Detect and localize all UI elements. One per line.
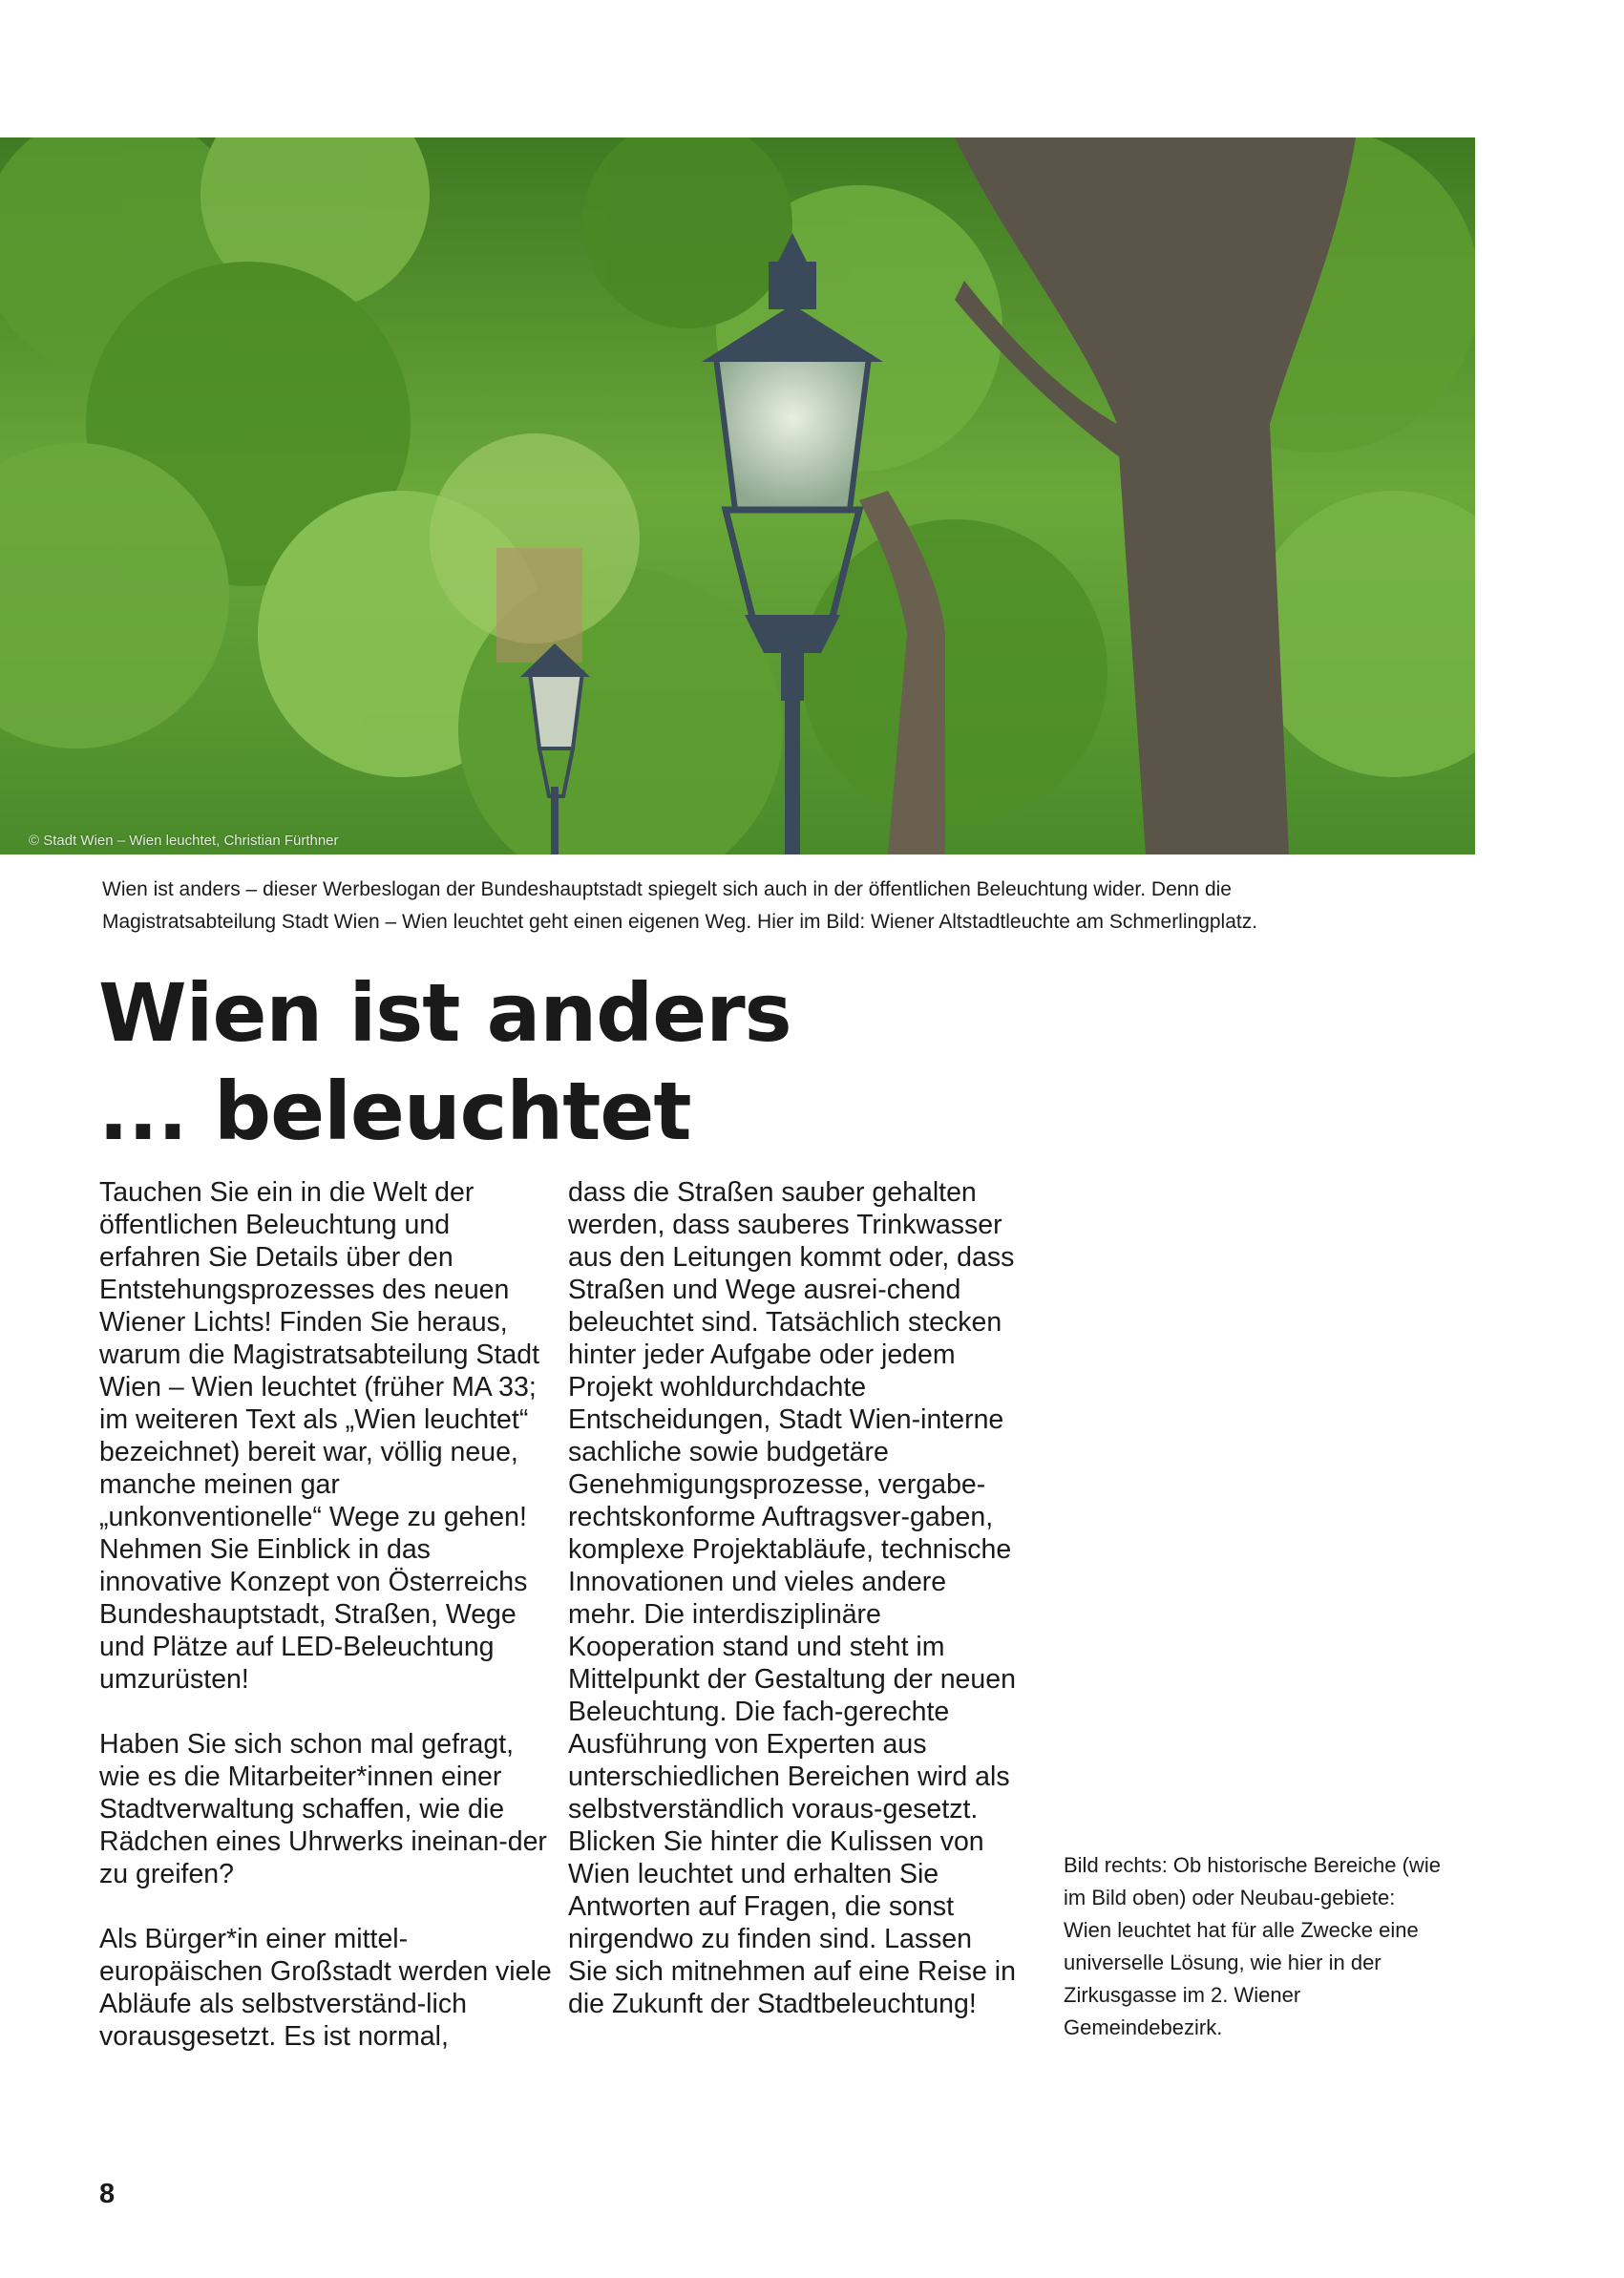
- photo-caption-line: Magistratsabteilung Stadt Wien – Wien leuchtet geht einen eigenen Weg. Hier im Bild: Wiener Altstadtleuchte am Schmerlingplatz.: [102, 911, 1258, 933]
- photo-credit: © Stadt Wien – Wien leuchtet, Christian Fürthner: [29, 833, 339, 849]
- page-title: [98, 964, 958, 1161]
- body-column-middle: [568, 1176, 1017, 2053]
- body-paragraph: Haben Sie sich schon mal gefragt, wie es die Mitarbeiter*innen einer Stadtverwaltung schaffen, wie die Rädchen eines Uhrwerks ineinan-der zu greifen?: [99, 1729, 547, 1889]
- page-title-line: ... beleuchtet: [98, 1065, 691, 1158]
- photo-caption-line: Wien ist anders – dieser Werbeslogan der Bundeshauptstadt spiegelt sich auch in der öffentlichen Beleuchtung wider. Denn die: [102, 878, 1232, 900]
- side-caption: Bild rechts: Ob historische Bereiche (wie im Bild oben) oder Neubau-gebiete: Wien leuchtet hat für alle Zwecke eine universelle Lösung, wie hier in der Zirkusgasse im 2. Wiener Gemeindebezirk.: [1064, 1853, 1441, 2039]
- hero-photo: [0, 137, 1475, 854]
- street-lamp-illustration: [0, 137, 1475, 854]
- body-paragraph: dass die Straßen sauber gehalten werden, dass sauberes Trinkwasser aus den Leitungen kommt oder, dass Straßen und Wege ausrei-chend beleuchtet sind. Tatsächlich stecken hinter jeder Aufgabe oder jedem Projekt wohldurchdachte Entscheidungen, Stadt Wien-interne sachliche sowie budgetäre Genehmigungsprozesse, vergabe-rechtskonforme Auftragsver-gaben, komplexe Projektabläufe, technische Innovationen und vieles andere mehr. Die interdisziplinäre Kooperation stand und steht im Mittelpunkt der Gestaltung der neuen Beleuchtung. Die fach-gerechte Ausführung von Experten aus unterschiedlichen Bereichen wird als selbstverständlich voraus-gesetzt. Blicken Sie hinter die Kulissen von Wien leuchtet und erhalten Sie Antworten auf Fragen, die sonst nirgendwo zu finden sind. Lassen Sie sich mitnehmen auf eine Reise in die Zukunft der Stadtbeleuchtung!: [568, 1177, 1016, 2019]
- page-title-line: Wien ist anders: [98, 966, 791, 1060]
- page-number: 8: [99, 2179, 116, 2209]
- body-column-left: [99, 1176, 558, 2085]
- body-paragraph: Tauchen Sie ein in die Welt der öffentlichen Beleuchtung und erfahren Sie Details über den Entstehungsprozesses des neuen Wiener Lichts! Finden Sie heraus, warum die Magistratsabteilung Stadt Wien – Wien leuchtet (früher MA 33; im weiteren Text als „Wien leuchtet“ bezeichnet) bereit war, völlig neue, manche meinen gar „unkonventionelle“ Wege zu gehen! Nehmen Sie Einblick in das innovative Konzept von Österreichs Bundeshauptstadt, Straßen, Wege und Plätze auf LED-Beleuchtung umzurüsten!: [99, 1177, 539, 1695]
- body-paragraph: Als Bürger*in einer mittel-europäischen Großstadt werden viele Abläufe als selbstverständ-lich vorausgesetzt. Es ist normal,: [99, 1924, 552, 2052]
- photo-caption: [102, 874, 1458, 939]
